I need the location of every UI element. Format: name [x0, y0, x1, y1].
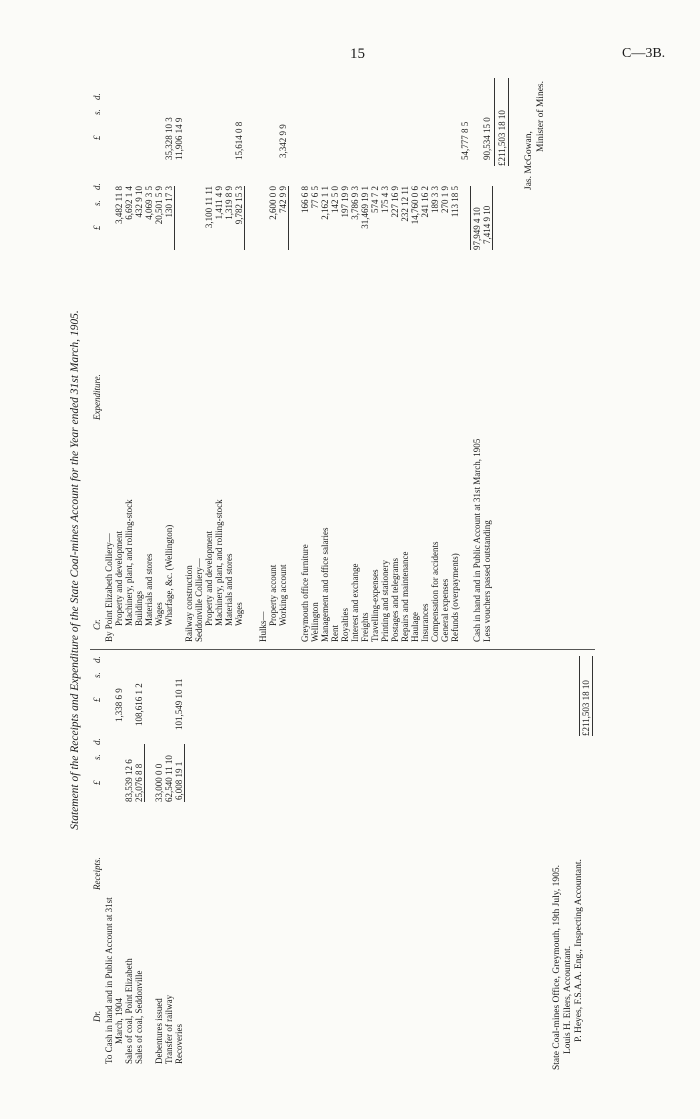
- expenditure-item-label: Repairs and maintenance: [400, 551, 410, 642]
- expenditure-item-label: Freights: [360, 612, 370, 642]
- transfer-of-railway-amount: 62,540 11 10: [164, 755, 174, 802]
- right-col-d-2: d.: [92, 93, 102, 100]
- left-col-d-2: d.: [92, 656, 102, 663]
- cash-in-hand-line-1: To Cash in hand and in Public Account at 31st: [104, 897, 114, 1064]
- railway-construction-amount: 11,906 14 9: [174, 117, 184, 160]
- expenditure-item-amount: 270 1 9: [440, 186, 450, 213]
- expenditure-item-amount: 31,469 19 1: [360, 186, 370, 229]
- expenditure-item-label: General expenses: [440, 578, 450, 642]
- expenditure-item-amount: 142 5 0: [330, 186, 340, 213]
- expenditure-item-label: Wellington: [310, 602, 320, 642]
- point-elizabeth-item-label: Property and development: [114, 531, 124, 626]
- left-col-pound-1: £: [92, 780, 102, 785]
- statement-title: Statement of the Receipts and Expenditure of the State Coal-mines Account for the Year ended 31st March, 1905.: [69, 310, 81, 830]
- left-col-pound-2: £: [92, 697, 102, 702]
- hulks-item-amount: 2,600 0 0: [268, 186, 278, 220]
- seddonville-total: 15,614 0 8: [234, 121, 244, 160]
- sales-seddonville: Sales of coal, Seddonville: [134, 970, 144, 1064]
- expenditure-item-amount: 2,162 1 1: [320, 186, 330, 220]
- receipts-grand-total: £211,503 18 10: [581, 680, 591, 736]
- seddonville-item-label: Wages: [234, 602, 244, 626]
- cash-in-hand-1905: Cash in hand and in Public Account at 31st March, 1905: [472, 438, 482, 642]
- less-vouchers: Less vouchers passed outstanding: [482, 520, 492, 642]
- hulks-item-label: Property account: [268, 564, 278, 626]
- inspector-line: P. Heyes, F.S.A.A. Eng., Inspecting Accountant.: [574, 859, 584, 1042]
- debentures-issued: Debentures issued: [154, 998, 164, 1064]
- seddonville-item-amount: 1,411 4 9: [214, 186, 224, 220]
- expenditure-item-amount: 166 6 8: [300, 186, 310, 213]
- expenditure-subtotal: 97,949 4 10: [472, 207, 482, 250]
- expenditure-item-label: Refunds (overpayments): [450, 553, 460, 642]
- minister-name: Jas. McGowan,: [524, 131, 534, 190]
- hulks-item-amount: 742 9 9: [278, 186, 288, 213]
- receipts-heading: Receipts.: [92, 857, 102, 890]
- point-elizabeth-item-label: Materials and stores: [144, 553, 154, 626]
- expenditure-item-amount: 175 4 3: [380, 186, 390, 213]
- statement-table: [60, 70, 620, 1070]
- expenditure-item-amount: 227 16 9: [390, 186, 400, 218]
- expenditure-item-amount: 232 12 11: [400, 186, 410, 222]
- sales-seddonville-amount: 25,076 8 8: [134, 763, 144, 802]
- point-elizabeth-item-label: Wages: [154, 602, 164, 626]
- seddonville-item-label: Property and development: [204, 531, 214, 626]
- sales-point-elizabeth-amount: 83,539 12 6: [124, 759, 134, 802]
- point-elizabeth-total: 35,328 10 3: [164, 117, 174, 160]
- expenditure-item-label: Insurances: [420, 603, 430, 642]
- sales-total: 108,616 1 2: [134, 683, 144, 726]
- expenditure-item-amount: 113 18 5: [450, 186, 460, 218]
- seddonville-item-label: Materials and stores: [224, 553, 234, 626]
- point-elizabeth-item-amount: 432 9 10: [134, 186, 144, 218]
- expenditure-item-label: Travelling-expenses: [370, 569, 380, 642]
- transfer-of-railway: Transfer of railway: [164, 994, 174, 1064]
- office-line: State Coal-mines Office, Greymouth, 19th July, 1905.: [552, 864, 562, 1070]
- expenditure-heading: Expenditure.: [92, 374, 102, 420]
- dr-label: Dr.: [92, 1010, 102, 1022]
- point-elizabeth-item-amount: 6,692 1 4: [124, 186, 134, 220]
- railway-construction: Railway construction: [184, 565, 194, 642]
- seddonville-item-label: Machinery, plant, and rolling-stock: [214, 499, 224, 626]
- page-number: 15: [350, 46, 365, 62]
- expenditure-item-label: Greymouth office furniture: [300, 544, 310, 642]
- left-col-s-1: s.: [92, 754, 102, 760]
- expenditure-group-total: 54,777 8 5: [460, 121, 470, 160]
- expenditure-item-amount: 197 19 9: [340, 186, 350, 218]
- point-elizabeth-item-label: Wharfage, &c. (Wellington): [164, 524, 174, 626]
- point-elizabeth-item-amount: 3,482 11 8: [114, 186, 124, 224]
- debentures-amount: 33,000 0 0: [154, 763, 164, 802]
- expenditure-item-label: Royalties: [340, 608, 350, 642]
- minister-title: Minister of Mines.: [536, 81, 546, 152]
- expenditure-item-label: Postages and telegrams: [390, 558, 400, 642]
- expenditure-item-amount: 189 3 3: [430, 186, 440, 213]
- point-elizabeth-item-amount: 4,069 3 5: [144, 186, 154, 220]
- point-elizabeth-heading: By Point Elizabeth Colliery—: [104, 533, 114, 642]
- expenditure-item-label: Printing and stationery: [380, 560, 390, 642]
- cr-label: Cr.: [92, 619, 102, 630]
- right-col-s-2: s.: [92, 109, 102, 115]
- recoveries-amount: 6,008 19 1: [174, 761, 184, 800]
- left-col-s-2: s.: [92, 672, 102, 678]
- hulks-heading: Hulks—: [258, 611, 268, 642]
- page-reference: C—3B.: [622, 46, 666, 61]
- seddonville-item-amount: 1,319 8 9: [224, 186, 234, 220]
- less-vouchers-amount: 7,414 9 10: [482, 205, 492, 244]
- recoveries: Recoveries: [174, 1024, 184, 1064]
- point-elizabeth-item-label: Machinery, plant, and rolling-stock: [124, 499, 134, 626]
- hulks-total: 3,342 9 9: [278, 124, 288, 158]
- expenditure-item-amount: 3,786 9 3: [350, 186, 360, 220]
- left-col-d-1: d.: [92, 738, 102, 745]
- point-elizabeth-item-label: Buildings: [134, 590, 144, 626]
- expenditure-item-label: Compensation for accidents: [430, 541, 440, 642]
- point-elizabeth-item-amount: 20,501 5 9: [154, 186, 164, 225]
- accountant-line: Louis H. Eilers, Accountant.: [563, 945, 573, 1054]
- expenditure-item-amount: 574 7 2: [370, 186, 380, 213]
- receipts-group-total: 101,549 10 11: [174, 678, 184, 730]
- seddonville-item-amount: 3,100 11 11: [204, 186, 214, 229]
- expenditure-item-label: Haulage: [410, 612, 420, 642]
- seddonville-item-amount: 9,782 15 3: [234, 186, 244, 225]
- expenditure-item-amount: 14,760 0 6: [410, 186, 420, 225]
- right-col-d-1: d.: [92, 183, 102, 190]
- cash-in-hand-amount: 1,338 6 9: [114, 688, 124, 722]
- hulks-item-label: Working account: [278, 564, 288, 626]
- net-cash-total: 90,534 15 0: [482, 117, 492, 160]
- sales-point-elizabeth: Sales of coal, Point Elizabeth: [124, 958, 134, 1064]
- right-col-pound-1: £: [92, 225, 102, 230]
- expenditure-item-amount: 241 16 2: [420, 186, 430, 218]
- expenditure-item-amount: 77 6 5: [310, 186, 320, 209]
- expenditure-item-label: Management and office salaries: [320, 527, 330, 642]
- expenditure-grand-total: £211,503 18 10: [497, 110, 507, 166]
- expenditure-item-label: Rent: [330, 625, 340, 642]
- right-col-pound-2: £: [92, 135, 102, 140]
- expenditure-item-label: Interest and exchange: [350, 563, 360, 642]
- point-elizabeth-item-amount: 130 17 3: [164, 186, 174, 218]
- seddonville-heading: Seddonville Colliery—: [194, 558, 204, 642]
- cash-in-hand-line-2: March, 1904: [114, 998, 124, 1044]
- right-col-s-1: s.: [92, 200, 102, 206]
